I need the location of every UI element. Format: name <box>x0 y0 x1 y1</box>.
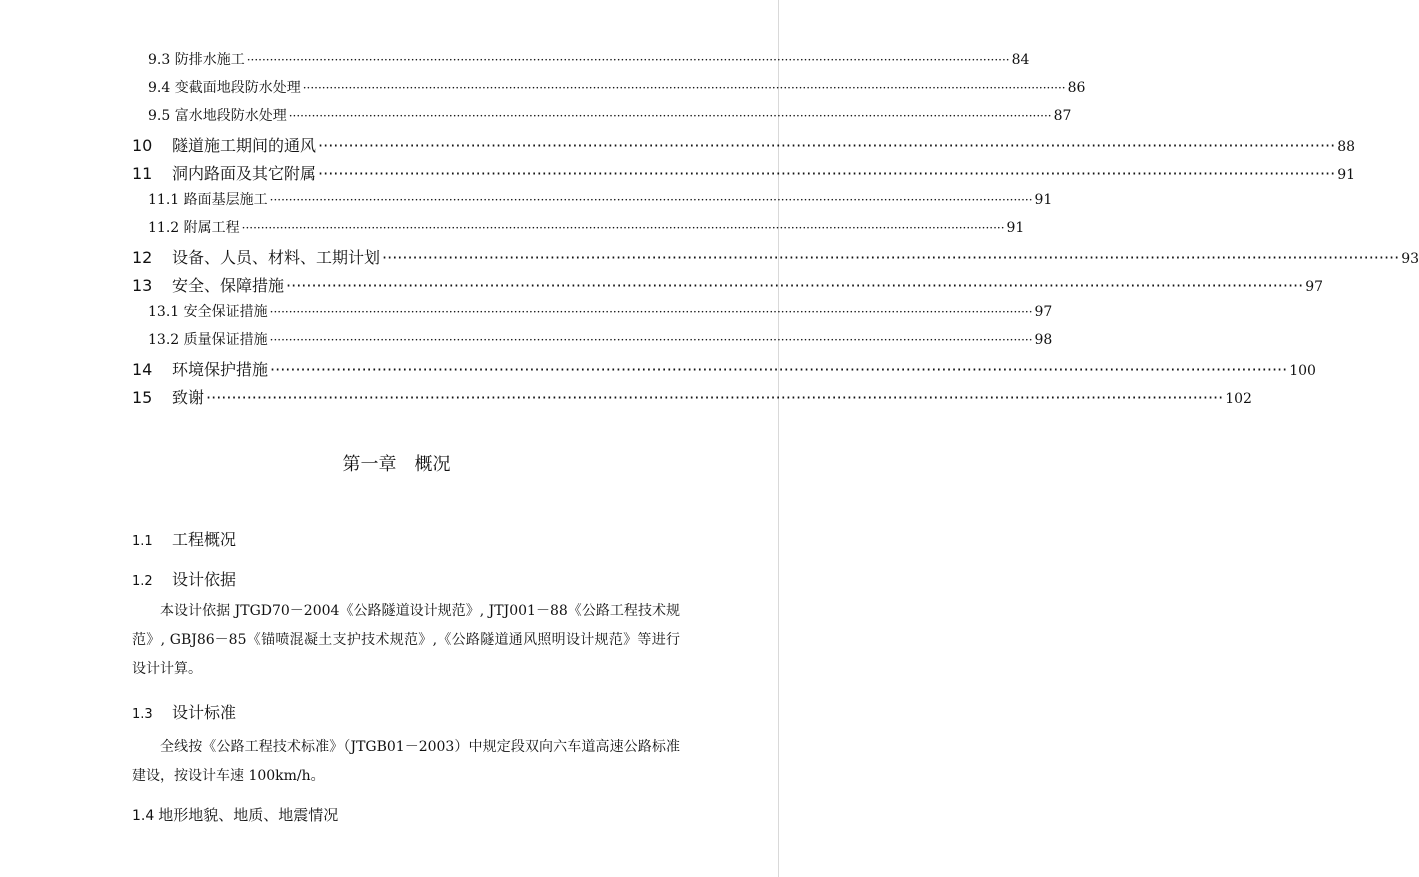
toc-entry-label <box>132 245 380 268</box>
toc-entry-text: 13.2 质量保证措施 <box>148 332 268 348</box>
section-heading-1-2 <box>132 567 236 590</box>
toc-entry-number: 11 <box>132 164 153 183</box>
toc-leader-dots: ········································································································································································································ <box>318 136 1336 155</box>
toc-entry <box>132 245 1419 268</box>
section-title: 工程概况 <box>172 530 237 549</box>
toc-leader-dots: ········································································································································································································ <box>288 109 1052 123</box>
toc-entry-label <box>148 189 268 209</box>
toc-entry-number: 13 <box>132 276 153 295</box>
page-edge <box>778 0 779 877</box>
section-title: 地形地貌、地质、地震情况 <box>158 806 339 824</box>
section-title: 设计依据 <box>172 570 237 589</box>
toc-entry <box>148 329 1053 349</box>
toc-entry-page: 91 <box>1034 192 1053 208</box>
chapter-title: 第一章 概况 <box>342 454 451 475</box>
toc-entry-page: 91 <box>1006 220 1025 236</box>
toc-leader-dots: ········································································································································································································ <box>206 388 1224 407</box>
toc-entry-text: 安全、保障措施 <box>172 276 285 295</box>
toc-entry-label <box>132 357 268 380</box>
toc-entry-text: 11.1 路面基层施工 <box>148 192 268 208</box>
toc-entry-label <box>148 329 268 349</box>
toc-entry-label <box>148 49 245 69</box>
toc-entry-text: 13.1 安全保证措施 <box>148 304 268 320</box>
toc-leader-dots: ········································································································································································································ <box>241 221 1005 235</box>
toc-entry-label <box>148 217 240 237</box>
toc-entry-page: 86 <box>1067 80 1086 96</box>
toc-entry-page: 97 <box>1305 279 1324 295</box>
toc-entry-text: 11.2 附属工程 <box>148 220 240 236</box>
toc-entry <box>148 105 1072 125</box>
section-heading-1-4 <box>132 804 338 825</box>
toc-entry-number: 12 <box>132 248 153 267</box>
toc-entry-text: 洞内路面及其它附属 <box>172 164 317 183</box>
toc-entry-label <box>132 161 316 184</box>
toc-leader-dots: ········································································································································································································ <box>269 193 1033 207</box>
toc-entry-text: 9.3 防排水施工 <box>148 52 245 68</box>
toc-entry-page: 87 <box>1053 108 1072 124</box>
section-number: 1.1 <box>132 534 153 549</box>
toc-leader-dots: ········································································································································································································ <box>269 333 1033 347</box>
toc-entry <box>148 217 1025 237</box>
toc-entry <box>132 161 1356 184</box>
toc-entry-text: 致谢 <box>172 388 205 407</box>
section-1-2-body: 本设计依据 JTGD70－2004《公路隧道设计规范》, JTJ001－88《公路工程技术规范》, GBJ86－85《锚喷混凝土支护技术规范》,《公路隧道通风照明设计规范》等进行设计计算。 <box>132 603 680 677</box>
toc-entry-page: 88 <box>1337 139 1356 155</box>
toc-entry-label <box>132 385 204 408</box>
toc-entry <box>148 189 1053 209</box>
toc-leader-dots: ········································································································································································································ <box>302 81 1066 95</box>
toc-entry-number: 15 <box>132 388 153 407</box>
toc-entry-page: 91 <box>1337 167 1356 183</box>
toc-entry-page: 93 <box>1401 251 1419 267</box>
toc-entry <box>148 301 1053 321</box>
toc-entry <box>132 385 1252 408</box>
toc-entry <box>148 49 1030 69</box>
toc-entry <box>132 357 1316 380</box>
toc-entry <box>132 273 1324 296</box>
toc-leader-dots: ········································································································································································································ <box>269 305 1033 319</box>
toc-entry <box>148 77 1086 97</box>
toc-entry-text: 9.4 变截面地段防水处理 <box>148 80 301 96</box>
section-heading-1-1 <box>132 527 236 550</box>
toc-entry-label <box>148 77 301 97</box>
toc-leader-dots: ········································································································································································································ <box>286 276 1304 295</box>
toc-entry-label <box>132 133 316 156</box>
toc-entry-number: 10 <box>132 136 153 155</box>
toc-entry-page: 100 <box>1289 363 1316 379</box>
section-number: 1.4 <box>132 808 155 824</box>
toc-entry-text: 环境保护措施 <box>172 360 269 379</box>
toc-entry-page: 97 <box>1034 304 1053 320</box>
toc-entry-page: 102 <box>1225 391 1252 407</box>
toc-entry <box>132 133 1356 156</box>
section-number: 1.3 <box>132 707 153 722</box>
toc-entry-label <box>148 105 287 125</box>
section-heading-1-3 <box>132 700 236 723</box>
toc-leader-dots: ········································································································································································································ <box>382 248 1400 267</box>
section-title: 设计标准 <box>172 703 237 722</box>
toc-entry-page: 84 <box>1011 52 1030 68</box>
toc-leader-dots: ········································································································································································································ <box>270 360 1288 379</box>
section-number: 1.2 <box>132 574 153 589</box>
toc-entry-text: 9.5 富水地段防水处理 <box>148 108 287 124</box>
toc-leader-dots: ········································································································································································································ <box>246 53 1010 67</box>
toc-entry-label <box>132 273 284 296</box>
toc-entry-page: 98 <box>1034 332 1053 348</box>
toc-entry-text: 隧道施工期间的通风 <box>172 136 317 155</box>
toc-entry-label <box>148 301 268 321</box>
section-1-3-body: 全线按《公路工程技术标准》（JTGB01－2003）中规定段双向六车道高速公路标准建设，按设计车速 100km/h。 <box>132 739 680 784</box>
toc-entry-number: 14 <box>132 360 153 379</box>
toc-entry-text: 设备、人员、材料、工期计划 <box>172 248 381 267</box>
toc-leader-dots: ········································································································································································································ <box>318 164 1336 183</box>
